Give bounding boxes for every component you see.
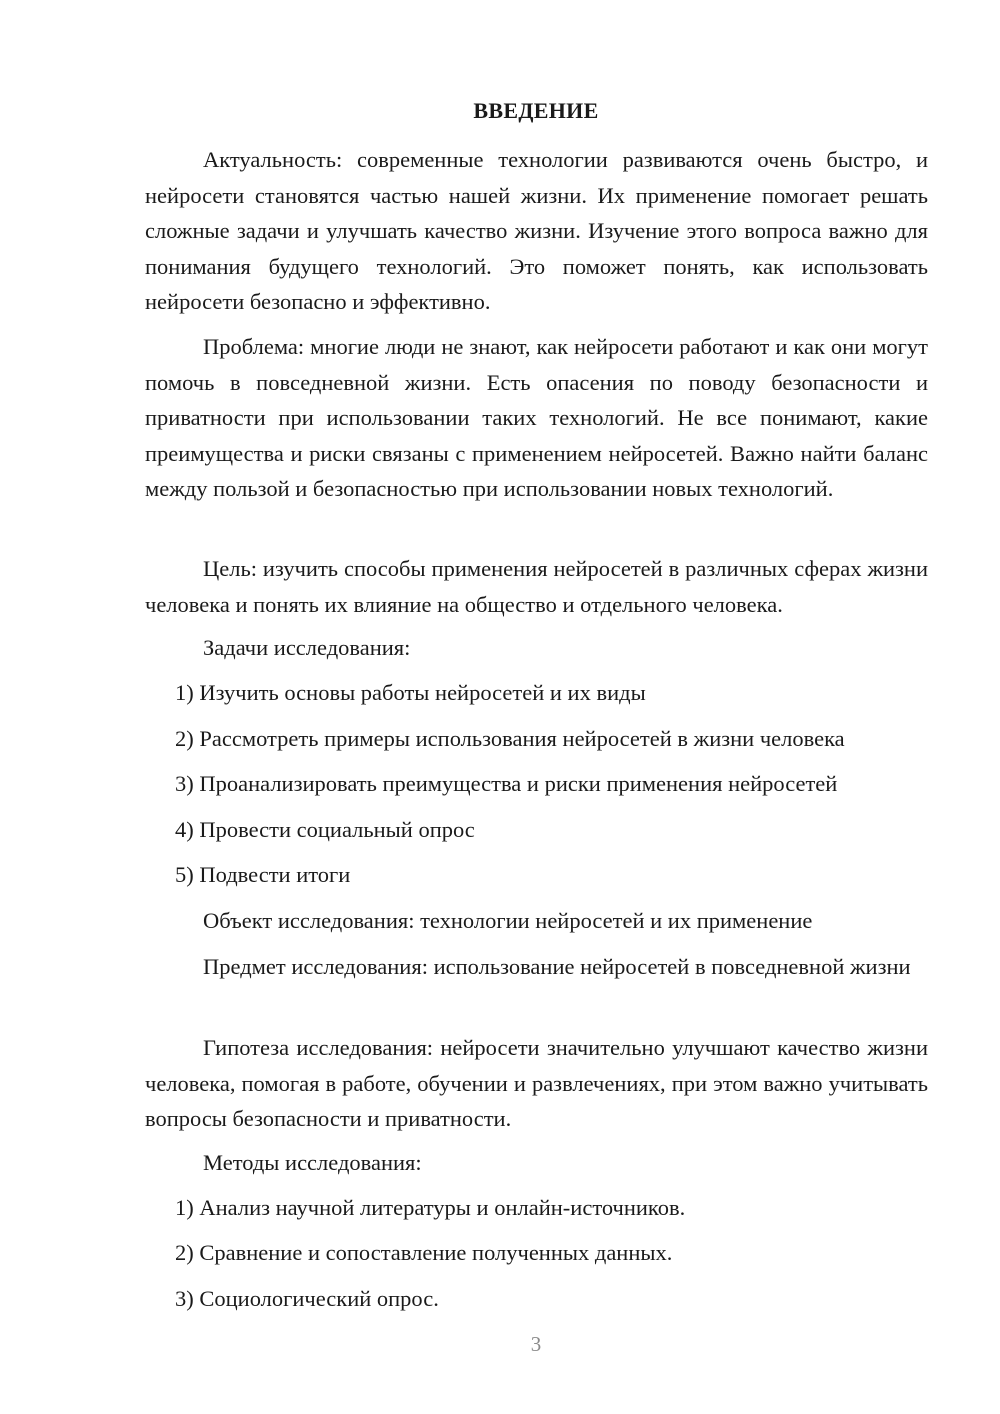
hypothesis-paragraph	[145, 1030, 928, 1137]
object-text: Объект исследования: технологии нейросетей и их применение	[203, 908, 813, 933]
subject-paragraph	[145, 949, 928, 985]
relevance-text: Актуальность: современные технологии развиваются очень быстро, и нейросети становятся частью нашей жизни. Их применение помогает решать сложные задачи и улучшать качество жизни. Изучение этого вопроса важно для понимания будущего технологий. Это поможет понять, как использовать нейросети безопасно и эффективно.	[145, 147, 928, 314]
task-item: 4) Провести социальный опрос	[175, 817, 475, 842]
task-item: 5) Подвести итоги	[175, 862, 351, 887]
goal-paragraph	[145, 551, 928, 622]
goal-text: Цель: изучить способы применения нейросетей в различных сферах жизни человека и понять их влияние на общество и отдельного человека.	[145, 556, 928, 617]
methods-label: Методы исследования:	[203, 1150, 422, 1175]
problem-text: Проблема: многие люди не знают, как нейросети работают и как они могут помочь в повседневной жизни. Есть опасения по поводу безопасности и приватности при использовании таких технологий. Не все понимают, какие преимущества и риски связаны с применением нейросетей. Важно найти баланс между пользой и безопасностью при использовании новых технологий.	[145, 334, 928, 501]
task-item: 2) Рассмотреть примеры использования нейросетей в жизни человека	[175, 726, 845, 751]
problem-paragraph	[145, 329, 928, 507]
method-item: 1) Анализ научной литературы и онлайн-источников.	[175, 1195, 686, 1220]
relevance-paragraph	[145, 142, 928, 320]
task-item: 1) Изучить основы работы нейросетей и их виды	[175, 680, 646, 705]
hypothesis-text: Гипотеза исследования: нейросети значительно улучшают качество жизни человека, помогая в работе, обучении и развлечениях, при этом важно учитывать вопросы безопасности и приватности.	[145, 1035, 928, 1131]
tasks-label: Задачи исследования:	[203, 635, 411, 660]
subject-text: Предмет исследования: использование нейросетей в повседневной жизни	[203, 954, 911, 979]
page-number: 3	[530, 1332, 542, 1356]
page-title: ВВЕДЕНИЕ	[473, 98, 599, 123]
method-item: 3) Социологический опрос.	[175, 1286, 439, 1311]
method-item: 2) Сравнение и сопоставление полученных данных.	[175, 1240, 673, 1265]
task-item: 3) Проанализировать преимущества и риски применения нейросетей	[175, 771, 838, 796]
